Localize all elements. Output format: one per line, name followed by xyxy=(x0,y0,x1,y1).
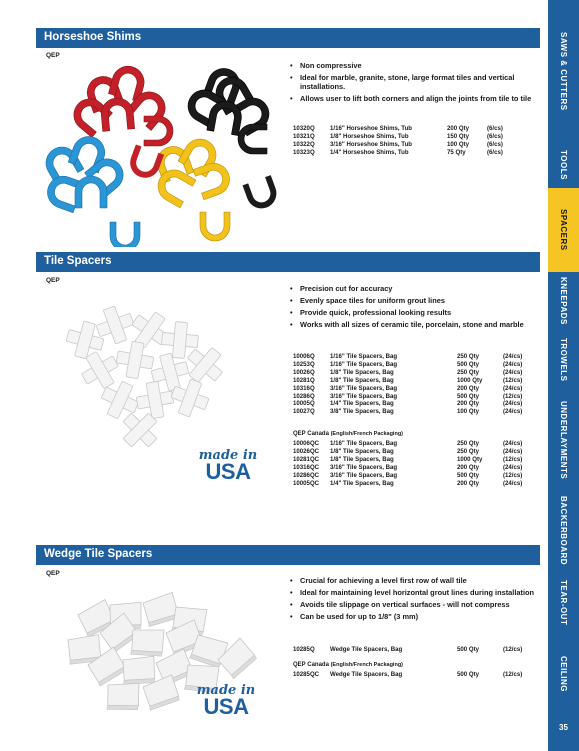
table-row xyxy=(293,141,511,149)
description: 1/4" Tile Spacers, Bag xyxy=(330,400,394,408)
sidebar-tab-underlayments[interactable] xyxy=(548,390,579,490)
quantity: 200 Qty xyxy=(447,125,470,132)
canada-heading-label: QEP Canada xyxy=(293,662,329,668)
table-row xyxy=(293,480,527,488)
quantity: 75 Qty xyxy=(447,148,466,156)
quantity: 200 Qty xyxy=(457,384,480,392)
sku: 10322Q xyxy=(293,140,315,148)
sku: 10285QC xyxy=(293,671,320,678)
case-pack: (24/cs) xyxy=(503,447,523,455)
wedge-tile-spacers-canada-table xyxy=(293,671,527,679)
usa-text: USA xyxy=(203,694,249,719)
canada-heading xyxy=(293,662,403,668)
case-pack: (12/cs) xyxy=(503,671,523,678)
case-pack: (24/cs) xyxy=(503,408,523,416)
feature-bullet: • Can be used for up to 1/8" (3 mm) xyxy=(290,612,535,621)
description: 1/8" Tile Spacers, Bag xyxy=(330,455,394,463)
tile-spacers-product-table xyxy=(293,353,527,416)
sku: 10281Q xyxy=(293,376,315,384)
sidebar-tab-trowels[interactable] xyxy=(548,330,579,390)
canada-heading-note: (English/French Packaging) xyxy=(330,662,404,668)
table-row xyxy=(293,133,511,141)
made-in-usa-badge xyxy=(198,450,258,482)
horseshoe-shims-features xyxy=(290,61,535,106)
case-pack: (12/cs) xyxy=(503,471,523,479)
quantity: 500 Qty xyxy=(457,671,480,678)
feature-bullet: • Non compressive xyxy=(290,61,535,70)
tile-spacers-canada-table xyxy=(293,440,527,487)
case-pack: (6/cs) xyxy=(487,125,503,132)
tab-label: CEILING xyxy=(559,656,568,692)
quantity: 250 Qty xyxy=(457,440,480,447)
feature-bullet: • Ideal for maintaining level horizontal grout lines during installation xyxy=(290,588,535,597)
description: 1/16" Tile Spacers, Bag xyxy=(330,360,398,368)
description: Wedge Tile Spacers, Bag xyxy=(330,671,403,678)
table-row xyxy=(293,125,511,133)
sku: 10286QC xyxy=(293,471,320,479)
usa-text: USA xyxy=(205,459,251,484)
quantity: 1000 Qty xyxy=(457,455,483,463)
tile-spacers-features xyxy=(290,284,535,332)
description: 1/16" Tile Spacers, Bag xyxy=(330,353,398,360)
feature-bullet: • Ideal for marble, granite, stone, large format tiles and vertical installations. xyxy=(290,73,535,91)
case-pack: (24/cs) xyxy=(503,440,523,447)
case-pack: (24/cs) xyxy=(503,368,523,376)
case-pack: (12/cs) xyxy=(503,392,523,400)
tab-label: TROWELS xyxy=(559,338,568,382)
table-row xyxy=(293,671,527,679)
description: 1/4" Tile Spacers, Bag xyxy=(330,479,394,487)
quantity: 250 Qty xyxy=(457,353,480,360)
wedge-tile-spacers-product-table xyxy=(293,646,527,654)
made-in-text: made in xyxy=(196,683,256,698)
quantity: 250 Qty xyxy=(457,368,480,376)
canada-heading-label: QEP Canada xyxy=(293,431,329,437)
quantity: 500 Qty xyxy=(457,471,480,479)
case-pack: (12/cs) xyxy=(503,646,523,653)
table-row xyxy=(293,369,527,377)
description: 1/16" Tile Spacers, Bag xyxy=(330,440,398,447)
tab-label: TEAR-OUT xyxy=(559,580,568,626)
section-title-horseshoe-shims: Horseshoe Shims xyxy=(36,28,540,48)
description: 3/16" Tile Spacers, Bag xyxy=(330,463,398,471)
table-row xyxy=(293,149,511,157)
description: 3/16" Tile Spacers, Bag xyxy=(330,392,398,400)
case-pack: (24/cs) xyxy=(503,479,523,487)
tab-label: BACKERBOARD xyxy=(559,496,568,566)
case-pack: (24/cs) xyxy=(503,463,523,471)
brand-label: QEP xyxy=(46,52,60,59)
sku: 10323Q xyxy=(293,148,315,156)
sidebar-tab-kneepads[interactable] xyxy=(548,272,579,330)
table-row xyxy=(293,448,527,456)
sidebar-tab-backerboard[interactable] xyxy=(548,490,579,572)
table-row xyxy=(293,456,527,464)
sidebar-tab-ceiling[interactable] xyxy=(548,634,579,714)
brand-label: QEP xyxy=(46,277,60,284)
sku: 10026Q xyxy=(293,368,315,376)
case-pack: (24/cs) xyxy=(503,360,523,368)
quantity: 100 Qty xyxy=(447,140,470,148)
quantity: 200 Qty xyxy=(457,479,480,487)
tab-label: TOOLS xyxy=(559,150,568,180)
feature-bullet: • Evenly space tiles for uniform grout lines xyxy=(290,296,535,305)
brand-label: QEP xyxy=(46,570,60,577)
wedge-tile-spacers-features xyxy=(290,576,535,624)
table-row xyxy=(293,464,527,472)
sku: 10253Q xyxy=(293,360,315,368)
table-row xyxy=(293,393,527,401)
tab-label: SAWS & CUTTERS xyxy=(559,31,568,111)
table-row xyxy=(293,361,527,369)
description: 3/16" Tile Spacers, Bag xyxy=(330,384,398,392)
feature-bullet: • Allows user to lift both corners and align the joints from tile to tile xyxy=(290,94,535,103)
horseshoe-shims-product-table xyxy=(293,125,511,157)
sku: 10320Q xyxy=(293,125,315,132)
case-pack: (6/cs) xyxy=(487,132,503,140)
sidebar-tab-tear-out[interactable] xyxy=(548,572,579,634)
sku: 10027Q xyxy=(293,408,315,416)
sidebar-tab-saws-cutters[interactable] xyxy=(548,0,579,142)
sku: 10286Q xyxy=(293,392,315,400)
table-row xyxy=(293,353,527,361)
description: 3/8" Tile Spacers, Bag xyxy=(330,408,394,416)
description: 1/16" Horseshoe Shims, Tub xyxy=(330,125,413,132)
canada-heading-note: (English/French Packaging) xyxy=(330,431,404,437)
quantity: 500 Qty xyxy=(457,360,480,368)
feature-bullet: • Works with all sizes of ceramic tile, porcelain, stone and marble xyxy=(290,320,535,329)
description: 3/16" Horseshoe Shims, Tub xyxy=(330,140,413,148)
made-in-usa-badge xyxy=(196,685,256,717)
tile-spacers-image xyxy=(55,300,255,450)
quantity: 100 Qty xyxy=(457,408,480,416)
table-row xyxy=(293,646,527,654)
sku: 10281QC xyxy=(293,455,320,463)
sku: 10006Q xyxy=(293,353,315,360)
table-row xyxy=(293,377,527,385)
description: 3/16" Tile Spacers, Bag xyxy=(330,471,398,479)
tab-label: SPACERS xyxy=(559,209,568,251)
description: 1/8" Tile Spacers, Bag xyxy=(330,376,394,384)
case-pack: (24/cs) xyxy=(503,400,523,408)
sku: 10316Q xyxy=(293,384,315,392)
quantity: 500 Qty xyxy=(457,392,480,400)
horseshoe-shims-image xyxy=(40,62,280,247)
case-pack: (6/cs) xyxy=(487,140,503,148)
description: 1/4" Horseshoe Shims, Tub xyxy=(330,148,409,156)
sku: 10026QC xyxy=(293,447,320,455)
description: 1/8" Tile Spacers, Bag xyxy=(330,368,394,376)
section-title-tile-spacers: Tile Spacers xyxy=(36,252,540,272)
feature-bullet: • Precision cut for accuracy xyxy=(290,284,535,293)
case-pack: (12/cs) xyxy=(503,376,523,384)
sku: 10316QC xyxy=(293,463,320,471)
description: Wedge Tile Spacers, Bag xyxy=(330,646,403,653)
table-row xyxy=(293,400,527,408)
sku: 10006QC xyxy=(293,440,320,447)
case-pack: (24/cs) xyxy=(503,353,523,360)
table-row xyxy=(293,472,527,480)
section-title-wedge-tile-spacers: Wedge Tile Spacers xyxy=(36,545,540,565)
description: 1/8" Tile Spacers, Bag xyxy=(330,447,394,455)
made-in-text: made in xyxy=(198,448,258,463)
page-number: 35 xyxy=(559,723,568,732)
quantity: 250 Qty xyxy=(457,447,480,455)
table-row xyxy=(293,440,527,448)
sidebar-tab-spacers[interactable] xyxy=(548,188,579,272)
sku: 10321Q xyxy=(293,132,315,140)
tab-label: KNEEPADS xyxy=(559,277,568,325)
category-sidebar xyxy=(548,0,579,751)
quantity: 200 Qty xyxy=(457,400,480,408)
description: 1/8" Horseshoe Shims, Tub xyxy=(330,132,409,140)
quantity: 200 Qty xyxy=(457,463,480,471)
sku: 10285Q xyxy=(293,646,315,653)
canada-heading xyxy=(293,431,403,437)
quantity: 150 Qty xyxy=(447,132,470,140)
table-row xyxy=(293,385,527,393)
sidebar-tab-tools[interactable] xyxy=(548,142,579,188)
quantity: 500 Qty xyxy=(457,646,480,653)
table-row xyxy=(293,408,527,416)
feature-bullet: • Provide quick, professional looking results xyxy=(290,308,535,317)
sku: 10005Q xyxy=(293,400,315,408)
sku: 10005QC xyxy=(293,479,320,487)
tab-label: UNDERLAYMENTS xyxy=(559,400,568,480)
case-pack: (24/cs) xyxy=(503,384,523,392)
feature-bullet: • Crucial for achieving a level first row of wall tile xyxy=(290,576,535,585)
quantity: 1000 Qty xyxy=(457,376,483,384)
case-pack: (12/cs) xyxy=(503,455,523,463)
case-pack: (6/cs) xyxy=(487,148,503,156)
feature-bullet: • Avoids tile slippage on vertical surfaces - will not compress xyxy=(290,600,535,609)
